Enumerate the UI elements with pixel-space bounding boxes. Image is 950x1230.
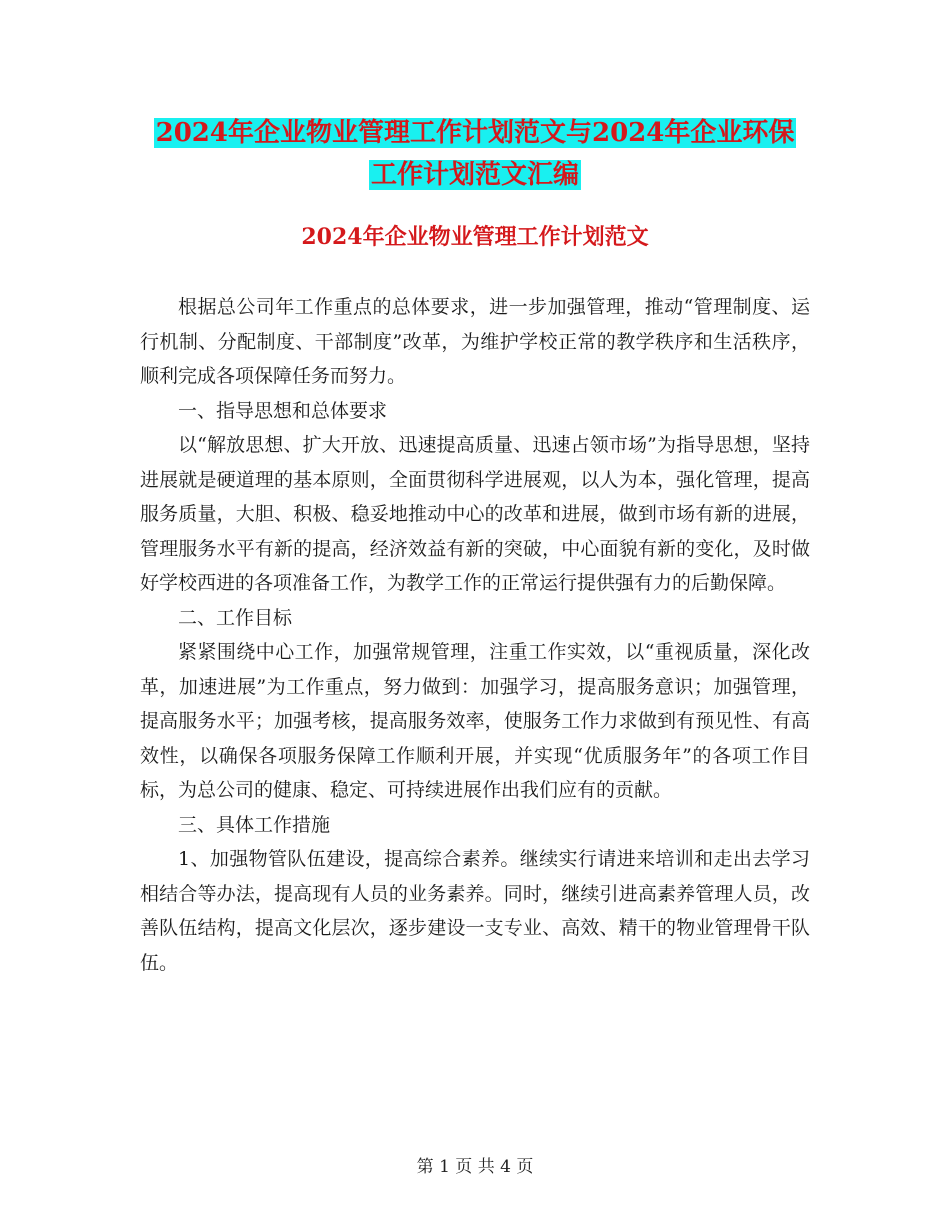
heading-guiding-ideology: 一、指导思想和总体要求 xyxy=(178,399,388,422)
paragraph-work-goals: 紧紧围绕中心工作，加强常规管理，注重工作实效，以“重视质量，深化改革，加速进展”为工作重点，努力做到：加强学习，提高服务意识；加强管理，提高服务水平；加强考核，提高服务效率，使服务工作力求做到有预见性、有高效性，以确保各项服务保障工作顺利开展，并实现“优质服务年”的各项工作目标，为总公司的健康、稳定、可持续进展作出我们应有的贡献。 xyxy=(140,641,810,801)
paragraph-guiding-ideology: 以“解放思想、扩大开放、迅速提高质量、迅速占领市场”为指导思想，坚持进展就是硬道理的基本原则，全面贯彻科学进展观，以人为本，强化管理，提高服务质量，大胆、积极、稳妥地推动中心的改革和进展，做到市场有新的进展，管理服务水平有新的提高，经济效益有新的突破，中心面貌有新的变化，及时做好学校西进的各项准备工作，为教学工作的正常运行提供强有力的后勤保障。 xyxy=(140,434,810,594)
document-body xyxy=(140,290,810,980)
heading-measures: 三、具体工作措施 xyxy=(178,813,331,836)
document-title xyxy=(0,112,950,196)
heading-work-goals: 二、工作目标 xyxy=(178,606,293,629)
paragraph-measure-1: 1、加强物管队伍建设，提高综合素养。继续实行请进来培训和走出去学习相结合等办法，提高现有人员的业务素养。同时，继续引进高素养管理人员，改善队伍结构，提高文化层次，逐步建设一支专业、高效、精干的物业管理骨干队伍。 xyxy=(140,848,810,974)
document-title-line-2: 工作计划范文汇编 xyxy=(370,160,579,190)
paragraph-intro: 根据总公司年工作重点的总体要求，进一步加强管理，推动“管理制度、运行机制、分配制度、干部制度”改革，为维护学校正常的教学秩序和生活秩序，顺利完成各项保障任务而努力。 xyxy=(140,296,810,387)
section-title: 2024年企业物业管理工作计划范文 xyxy=(301,224,649,250)
page-footer: 第 1 页 共 4 页 xyxy=(416,1157,534,1177)
document-title-line-1: 2024年企业物业管理工作计划范文与2024年企业环保 xyxy=(155,118,795,148)
